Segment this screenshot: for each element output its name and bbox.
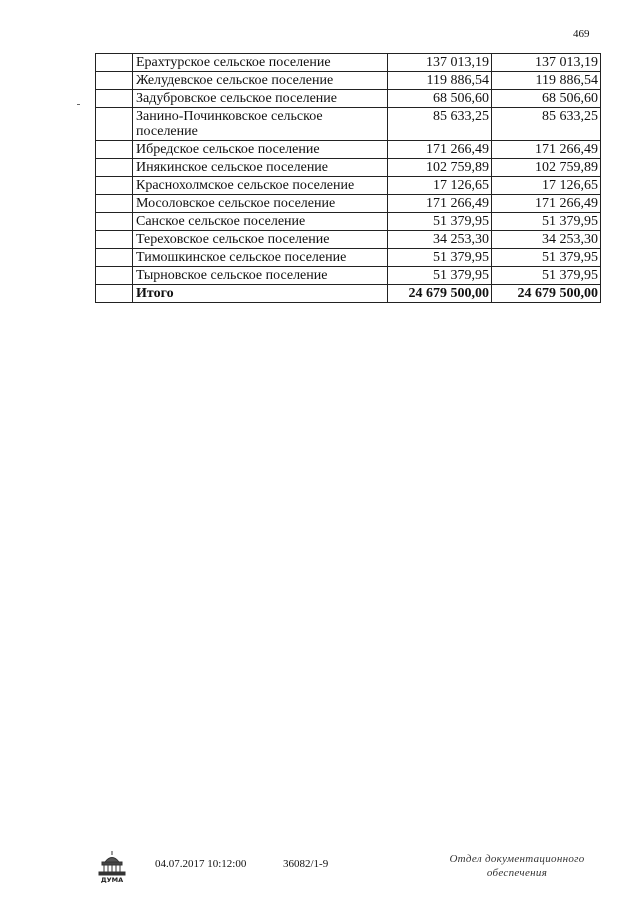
- amount-cell-2: 85 633,25: [492, 108, 601, 141]
- amount-cell-2: 51 379,95: [492, 267, 601, 285]
- amount-cell-1: 17 126,65: [388, 177, 492, 195]
- total-label: Итого: [133, 285, 388, 303]
- footer-datetime: 04.07.2017 10:12:00: [155, 858, 247, 870]
- amount-cell-2: 51 379,95: [492, 249, 601, 267]
- amount-cell-1: 51 379,95: [388, 267, 492, 285]
- amount-cell-1: 137 013,19: [388, 54, 492, 72]
- amount-cell-1: 171 266,49: [388, 141, 492, 159]
- row-number-cell: [96, 267, 133, 285]
- table-row: [96, 108, 601, 141]
- settlement-name: Желудевское сельское поселение: [133, 72, 388, 90]
- footer-doc-number: 36082/1-9: [283, 858, 329, 870]
- amount-cell-2: 171 266,49: [492, 141, 601, 159]
- settlement-name: Тереховское сельское поселение: [133, 231, 388, 249]
- row-number-cell: [96, 285, 133, 303]
- logo-text: ДУМА: [100, 876, 124, 884]
- amount-cell-2: 34 253,30: [492, 231, 601, 249]
- amount-cell-2: 137 013,19: [492, 54, 601, 72]
- page-number: 469: [573, 28, 590, 40]
- amount-cell-1: 102 759,89: [388, 159, 492, 177]
- settlement-name: Ерахтурское сельское поселение: [133, 54, 388, 72]
- row-number-cell: [96, 249, 133, 267]
- settlement-name: Санское сельское поселение: [133, 213, 388, 231]
- amount-cell-1: 119 886,54: [388, 72, 492, 90]
- department-line-2: обеспечения: [486, 867, 548, 879]
- row-number-cell: [96, 195, 133, 213]
- footer-department: [442, 852, 592, 880]
- row-number-cell: [96, 72, 133, 90]
- table-row: [96, 231, 601, 249]
- row-number-cell: [96, 108, 133, 141]
- row-number-cell: [96, 54, 133, 72]
- total-amount-1: 24 679 500,00: [388, 285, 492, 303]
- settlement-name: Задубровское сельское поселение: [133, 90, 388, 108]
- amount-cell-2: 17 126,65: [492, 177, 601, 195]
- settlement-name: Краснохолмское сельское поселение: [133, 177, 388, 195]
- amount-cell-1: 171 266,49: [388, 195, 492, 213]
- row-number-cell: [96, 231, 133, 249]
- settlement-name: Инякинское сельское поселение: [133, 159, 388, 177]
- table-row: [96, 177, 601, 195]
- amount-cell-1: 51 379,95: [388, 213, 492, 231]
- department-line-1: Отдел документационного: [449, 853, 585, 865]
- table-row: [96, 72, 601, 90]
- row-number-cell: [96, 141, 133, 159]
- amount-cell-1: 51 379,95: [388, 249, 492, 267]
- amount-cell-2: 51 379,95: [492, 213, 601, 231]
- table-row: [96, 195, 601, 213]
- total-amount-2: 24 679 500,00: [492, 285, 601, 303]
- table-row: [96, 267, 601, 285]
- settlement-name: Тырновское сельское поселение: [133, 267, 388, 285]
- amount-cell-1: 68 506,60: [388, 90, 492, 108]
- row-number-cell: [96, 159, 133, 177]
- settlement-name: Занино-Починковское сельское поселение: [133, 108, 388, 141]
- amount-cell-2: 171 266,49: [492, 195, 601, 213]
- table-row: [96, 54, 601, 72]
- settlement-name: Ибредское сельское поселение: [133, 141, 388, 159]
- row-number-cell: [96, 90, 133, 108]
- amount-cell-2: 68 506,60: [492, 90, 601, 108]
- settlement-name: Мосоловское сельское поселение: [133, 195, 388, 213]
- row-number-cell: [96, 213, 133, 231]
- table-row: [96, 213, 601, 231]
- amount-cell-1: 34 253,30: [388, 231, 492, 249]
- row-number-cell: [96, 177, 133, 195]
- amount-cell-2: 119 886,54: [492, 72, 601, 90]
- total-row: [96, 285, 601, 303]
- amount-cell-2: 102 759,89: [492, 159, 601, 177]
- table-body: [96, 54, 601, 303]
- settlement-name: Тимошкинское сельское поселение: [133, 249, 388, 267]
- table-row: [96, 249, 601, 267]
- table-row: [96, 141, 601, 159]
- budget-table: [95, 53, 601, 303]
- scan-mark: [77, 104, 80, 105]
- table-row: [96, 90, 601, 108]
- table-row: [96, 159, 601, 177]
- amount-cell-1: 85 633,25: [388, 108, 492, 141]
- duma-logo-icon: [94, 848, 130, 884]
